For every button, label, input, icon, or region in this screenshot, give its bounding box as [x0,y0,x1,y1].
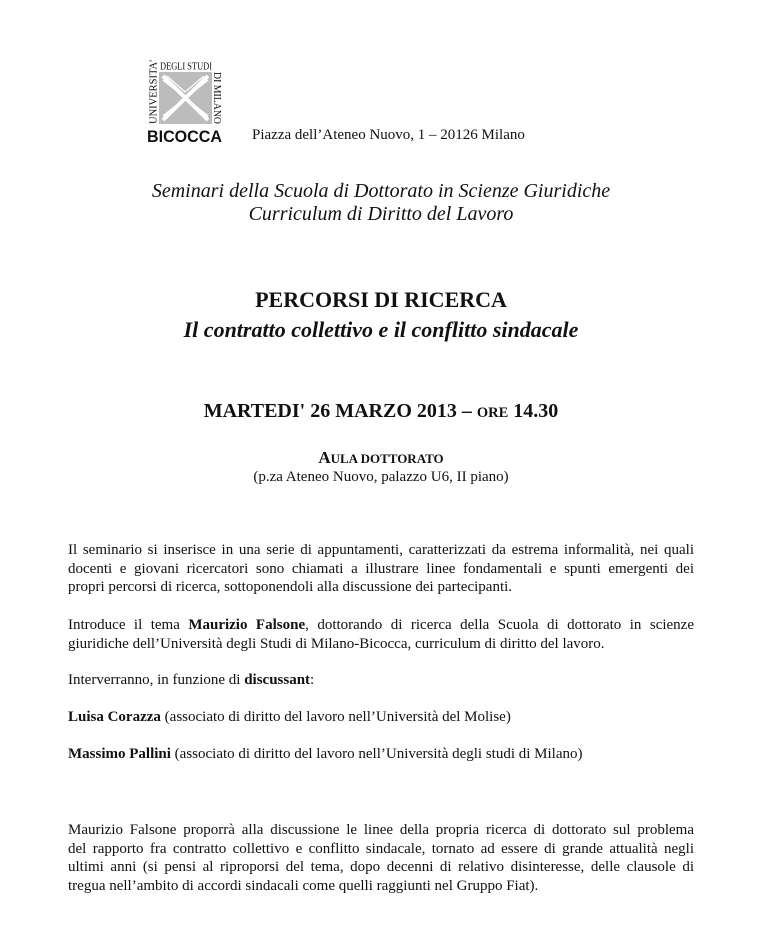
intro-line: propri percorsi di ricerca, sottoponendoli alla discussione dei partecipanti. [68,579,513,596]
intro-line: Il seminario si inserisce in una serie di appuntamenti, caratterizzati da estrema informalità, nei quali [68,542,694,558]
discussants-intro-line [68,671,694,690]
series-curriculum: Curriculum di Diritto del Lavoro [248,203,514,225]
speaker-line [68,616,694,635]
logo-text-universita: UNIVERSITA' [148,63,160,124]
seminar-series [68,180,694,226]
event-venue [68,448,694,487]
closing-line: del rapporto fra contratto collettivo e conflitto sindacale, tornato ad essere di grande attualità negli [68,840,694,857]
closing-line: Maurizio Falsone proporrà alla discussione le linee della propria ricerca di dottorato sul problema [68,822,694,838]
discussant-affiliation: (associato di diritto del lavoro nell’Università del Molise) [160,709,511,725]
event-time: 14.30 [513,400,559,422]
speaker-text-before: Introduce il tema [68,617,189,633]
discussants-text-after: : [310,672,315,688]
event-time-label: ORE [476,405,509,421]
page-title: PERCORSI DI RICERCA [255,287,507,312]
discussant-role: discussant [244,672,311,688]
event-date: MARTEDI' 26 MARZO 2013 – [203,400,472,422]
university-logo [145,58,225,144]
series-title: Seminari della Scuola di Dottorato in Scienze Giuridiche [151,180,611,202]
closing-line: tregua nell’ambito di accordi sindacali come quelli raggiunti nel Gruppo Fiat). [68,877,539,894]
discussant-item [68,745,694,764]
discussant-name: Massimo Pallini [68,746,171,762]
address: Piazza dell’Ateneo Nuovo, 1 – 20126 Milano [252,127,525,143]
discussant-affiliation: (associato di diritto del lavoro nell’Università degli studi di Milano) [170,746,583,762]
discussants-text-before: Interverranno, in funzione di [68,672,245,688]
closing-line: ultimi anni (si pensi al riproporsi del tema, dopo decenni di relativo disinteresse, delle clausole di [68,859,694,876]
discussant-line [68,708,694,727]
speaker-paragraph [68,616,694,653]
closing-paragraph [68,821,694,895]
speaker-name: Maurizio Falsone [188,617,306,633]
speaker-line: giuridiche dell’Università degli Studi di Milano-Bicocca, curriculum di diritto del lavoro. [68,635,605,652]
intro-line: docenti e giovani ricercatori sono chiamati a illustrare linee fondamentali e spunti emergenti dei [68,560,694,577]
logo-text-bicocca: BICOCCA [147,127,222,144]
logo-text-di-milano: DI MILANO [211,72,222,126]
discussant-line [68,745,694,764]
discussant-item [68,708,694,727]
speaker-text-after: , dottorando di ricerca della Scuola di dottorato in scienze [305,617,694,633]
seminar-title-block [68,285,694,345]
event-datetime [68,399,694,425]
intro-paragraph [68,541,694,597]
logo-text-degli-studi: DEGLI STUDI [160,61,212,73]
event-location: (p.za Ateneo Nuovo, palazzo U6, II piano) [253,469,509,485]
event-room: AULA DOTTORATO [318,448,444,467]
page-subtitle: Il contratto collettivo e il conflitto sindacale [183,317,579,342]
discussant-name: Luisa Corazza [68,709,161,725]
discussants-intro [68,671,694,690]
